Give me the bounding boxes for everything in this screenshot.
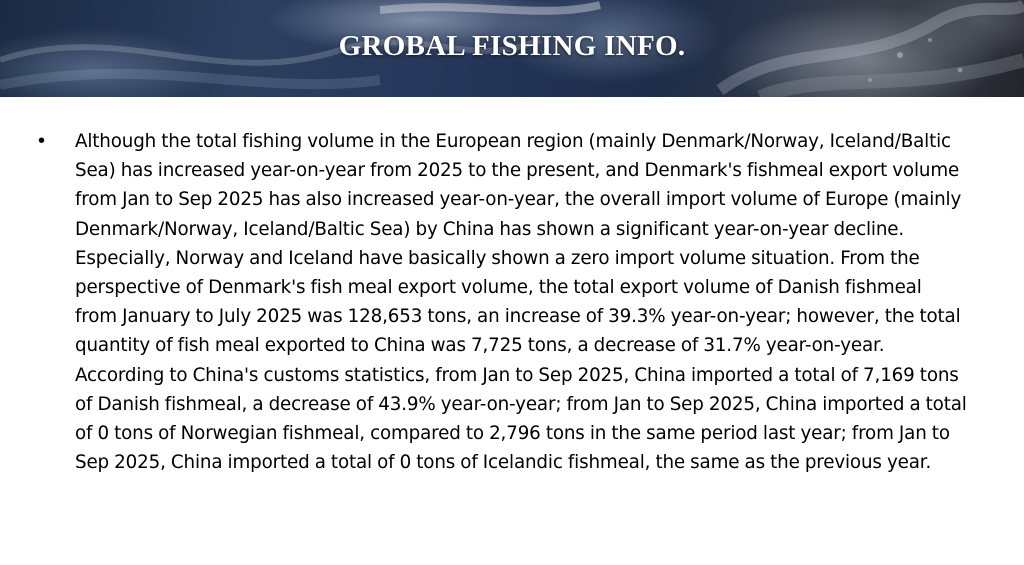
bullet-item: [38, 127, 968, 477]
slide-content: [38, 127, 968, 477]
bullet-marker: •: [38, 130, 46, 152]
header-banner: [0, 0, 1024, 97]
page-title: GROBAL FISHING INFO.: [338, 30, 686, 62]
bullet-paragraph: Although the total fishing volume in the European region (mainly Denmark/Norway, Iceland/Baltic Sea) has increased year-on-year from 2025 to the present, and Denmark's fishmeal export volume from Jan to Sep 2025 has also increased year-on-year, the overall import volume of Europe (mainly Denmark/Norway, Iceland/Baltic Sea) by China has shown a significant year-on-year decline. Especially, Norway and Iceland have basically shown a zero import volume situation. From the perspective of Denmark's fish meal export volume, the total export volume of Danish fishmeal from January to July 2025 was 128,653 tons, an increase of 39.3% year-on-year; however, the total quantity of fish meal exported to China was 7,725 tons, a decrease of 31.7% year-on-year. According to China's customs statistics, from Jan to Sep 2025, China imported a total of 7,169 tons of Danish fishmeal, a decrease of 43.9% year-on-year; from Jan to Sep 2025, China imported a total of 0 tons of Norwegian fishmeal, compared to 2,796 tons in the same period last year; from Jan to Sep 2025, China imported a total of 0 tons of Icelandic fishmeal, the same as the previous year.: [75, 131, 967, 474]
